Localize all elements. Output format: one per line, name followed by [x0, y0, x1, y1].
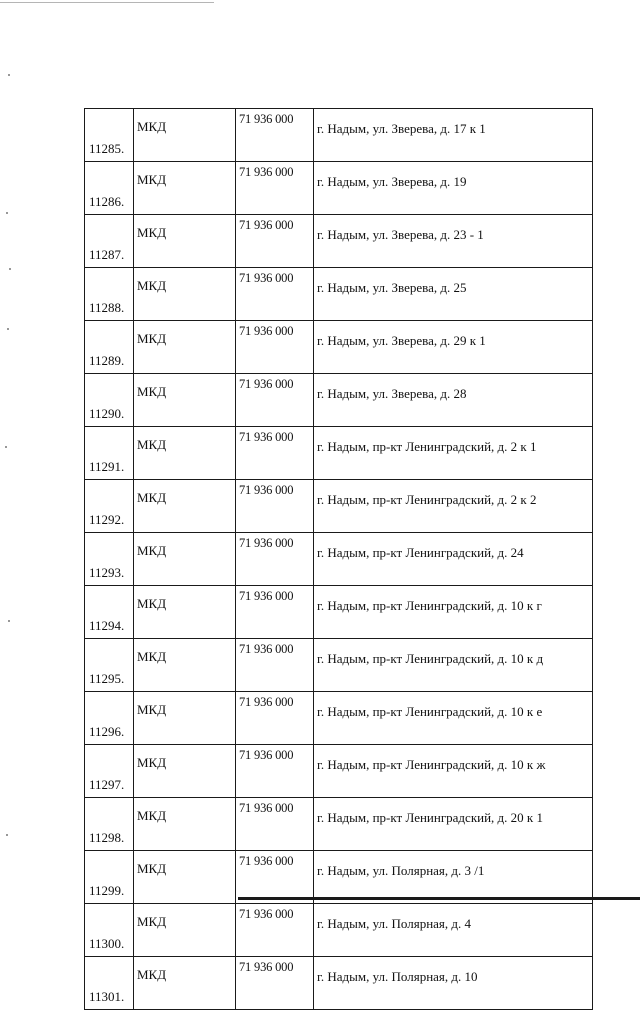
oktmo-code-cell: 71 936 000	[236, 533, 314, 586]
address-cell: г. Надым, пр-кт Ленинградский, д. 10 к д	[314, 639, 593, 692]
row-number-cell: 11294.	[85, 586, 134, 639]
table-row	[85, 533, 593, 586]
row-number-cell: 11300.	[85, 904, 134, 957]
object-type-cell: МКД	[134, 109, 236, 162]
row-number-cell: 11292.	[85, 480, 134, 533]
object-type-cell: МКД	[134, 321, 236, 374]
address-cell: г. Надым, ул. Зверева, д. 28	[314, 374, 593, 427]
scan-speck	[7, 328, 9, 330]
object-type-cell: МКД	[134, 162, 236, 215]
oktmo-code-cell: 71 936 000	[236, 109, 314, 162]
registry-table	[84, 108, 593, 1010]
row-number-cell: 11293.	[85, 533, 134, 586]
oktmo-code-cell: 71 936 000	[236, 692, 314, 745]
table-row	[85, 162, 593, 215]
object-type-cell: МКД	[134, 904, 236, 957]
row-number-cell: 11301.	[85, 957, 134, 1010]
scan-speck	[6, 212, 8, 214]
table-row	[85, 586, 593, 639]
scan-speck	[8, 620, 10, 622]
row-number-cell: 11288.	[85, 268, 134, 321]
oktmo-code-cell: 71 936 000	[236, 215, 314, 268]
object-type-cell: МКД	[134, 480, 236, 533]
address-cell: г. Надым, ул. Зверева, д. 29 к 1	[314, 321, 593, 374]
row-number-cell: 11287.	[85, 215, 134, 268]
oktmo-code-cell: 71 936 000	[236, 957, 314, 1010]
row-number-cell: 11290.	[85, 374, 134, 427]
oktmo-code-cell: 71 936 000	[236, 427, 314, 480]
row-number-cell: 11299.	[85, 851, 134, 904]
table-row	[85, 427, 593, 480]
address-cell: г. Надым, пр-кт Ленинградский, д. 20 к 1	[314, 798, 593, 851]
address-cell: г. Надым, пр-кт Ленинградский, д. 2 к 2	[314, 480, 593, 533]
scan-top-edge-line	[0, 2, 214, 3]
address-cell: г. Надым, ул. Зверева, д. 25	[314, 268, 593, 321]
scan-speck	[6, 834, 8, 836]
table-row	[85, 957, 593, 1010]
table-row	[85, 639, 593, 692]
scan-bottom-edge-line	[238, 897, 640, 900]
address-cell: г. Надым, ул. Полярная, д. 10	[314, 957, 593, 1010]
oktmo-code-cell: 71 936 000	[236, 480, 314, 533]
row-number-cell: 11289.	[85, 321, 134, 374]
oktmo-code-cell: 71 936 000	[236, 374, 314, 427]
table-row	[85, 798, 593, 851]
scan-speck	[8, 74, 10, 76]
row-number-cell: 11286.	[85, 162, 134, 215]
scan-speck	[5, 446, 7, 448]
object-type-cell: МКД	[134, 586, 236, 639]
object-type-cell: МКД	[134, 639, 236, 692]
oktmo-code-cell: 71 936 000	[236, 639, 314, 692]
address-cell: г. Надым, пр-кт Ленинградский, д. 2 к 1	[314, 427, 593, 480]
address-cell: г. Надым, пр-кт Ленинградский, д. 24	[314, 533, 593, 586]
object-type-cell: МКД	[134, 745, 236, 798]
table-row	[85, 904, 593, 957]
oktmo-code-cell: 71 936 000	[236, 586, 314, 639]
address-cell: г. Надым, пр-кт Ленинградский, д. 10 к е	[314, 692, 593, 745]
scan-speck	[9, 268, 11, 270]
address-cell: г. Надым, ул. Зверева, д. 19	[314, 162, 593, 215]
object-type-cell: МКД	[134, 798, 236, 851]
table-row	[85, 374, 593, 427]
oktmo-code-cell: 71 936 000	[236, 268, 314, 321]
row-number-cell: 11295.	[85, 639, 134, 692]
row-number-cell: 11291.	[85, 427, 134, 480]
table-row	[85, 851, 593, 904]
oktmo-code-cell: 71 936 000	[236, 798, 314, 851]
table-row	[85, 692, 593, 745]
table-row	[85, 745, 593, 798]
table-row	[85, 480, 593, 533]
table-row	[85, 268, 593, 321]
oktmo-code-cell: 71 936 000	[236, 321, 314, 374]
table-row	[85, 109, 593, 162]
oktmo-code-cell: 71 936 000	[236, 851, 314, 904]
object-type-cell: МКД	[134, 851, 236, 904]
object-type-cell: МКД	[134, 957, 236, 1010]
address-cell: г. Надым, ул. Зверева, д. 17 к 1	[314, 109, 593, 162]
registry-table-body	[85, 109, 593, 1010]
address-cell: г. Надым, ул. Полярная, д. 4	[314, 904, 593, 957]
address-cell: г. Надым, пр-кт Ленинградский, д. 10 к ж	[314, 745, 593, 798]
oktmo-code-cell: 71 936 000	[236, 745, 314, 798]
address-cell: г. Надым, ул. Полярная, д. 3 /1	[314, 851, 593, 904]
oktmo-code-cell: 71 936 000	[236, 904, 314, 957]
row-number-cell: 11285.	[85, 109, 134, 162]
oktmo-code-cell: 71 936 000	[236, 162, 314, 215]
address-cell: г. Надым, пр-кт Ленинградский, д. 10 к г	[314, 586, 593, 639]
row-number-cell: 11297.	[85, 745, 134, 798]
table-row	[85, 215, 593, 268]
object-type-cell: МКД	[134, 374, 236, 427]
row-number-cell: 11296.	[85, 692, 134, 745]
object-type-cell: МКД	[134, 692, 236, 745]
object-type-cell: МКД	[134, 533, 236, 586]
table-row	[85, 321, 593, 374]
object-type-cell: МКД	[134, 427, 236, 480]
row-number-cell: 11298.	[85, 798, 134, 851]
address-cell: г. Надым, ул. Зверева, д. 23 - 1	[314, 215, 593, 268]
object-type-cell: МКД	[134, 268, 236, 321]
object-type-cell: МКД	[134, 215, 236, 268]
